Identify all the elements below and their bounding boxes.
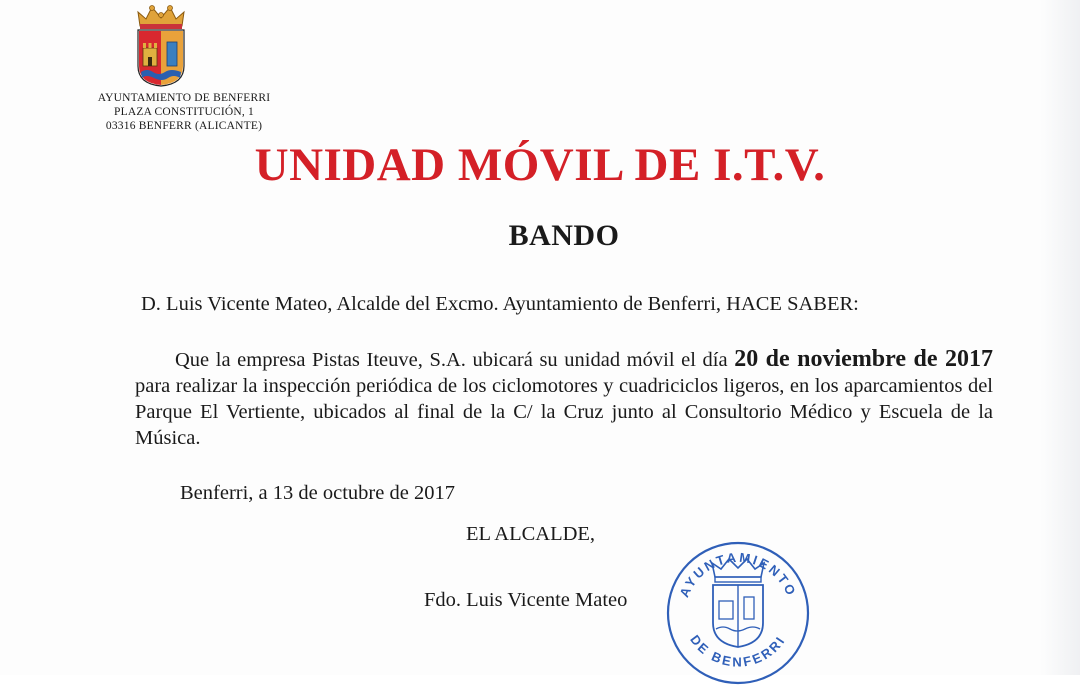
body-text-part1: Que la empresa Pistas Iteuve, S.A. ubicará su unidad móvil el día — [175, 349, 735, 371]
stamp-top-text: AYUNTAMIENTO — [676, 549, 800, 600]
signer-title: EL ALCALDE, — [466, 523, 596, 545]
body-paragraph — [135, 346, 993, 451]
document-title: UNIDAD MÓVIL DE I.T.V. — [254, 139, 826, 191]
address-line: PLAZA CONSTITUCIÓN, 1 — [114, 106, 254, 118]
address-line: 03316 BENFERR (ALICANTE) — [105, 120, 263, 132]
municipal-address — [86, 91, 282, 133]
signature-line: Fdo. Luis Vicente Mateo — [424, 589, 628, 611]
body-text-part2: para realizar la inspección periódica de los ciclomotores y cuadriciclos ligeros, en los aparcamientos del Parque El Vertiente, ubicados al final de la C/ la Cruz junto al Consultorio Médico y Escuela de la Música. — [135, 375, 993, 449]
body-text-date-bold: 20 de noviembre de 2017 — [734, 346, 993, 372]
page-edge-shadow — [1040, 0, 1080, 675]
stamp-bottom-text: DE BENFERRI — [687, 632, 789, 670]
body-text-block — [135, 346, 993, 451]
coat-of-arms-icon — [134, 4, 188, 88]
place-and-date: Benferri, a 13 de octubre de 2017 — [180, 482, 455, 504]
address-line: AYUNTAMIENTO DE BENFERRI — [97, 92, 271, 104]
official-stamp-icon — [663, 535, 813, 685]
intro-paragraph: D. Luis Vicente Mateo, Alcalde del Excmo. Ayuntamiento de Benferri, HACE SABER: — [141, 293, 859, 315]
document-heading: BANDO — [508, 219, 620, 252]
